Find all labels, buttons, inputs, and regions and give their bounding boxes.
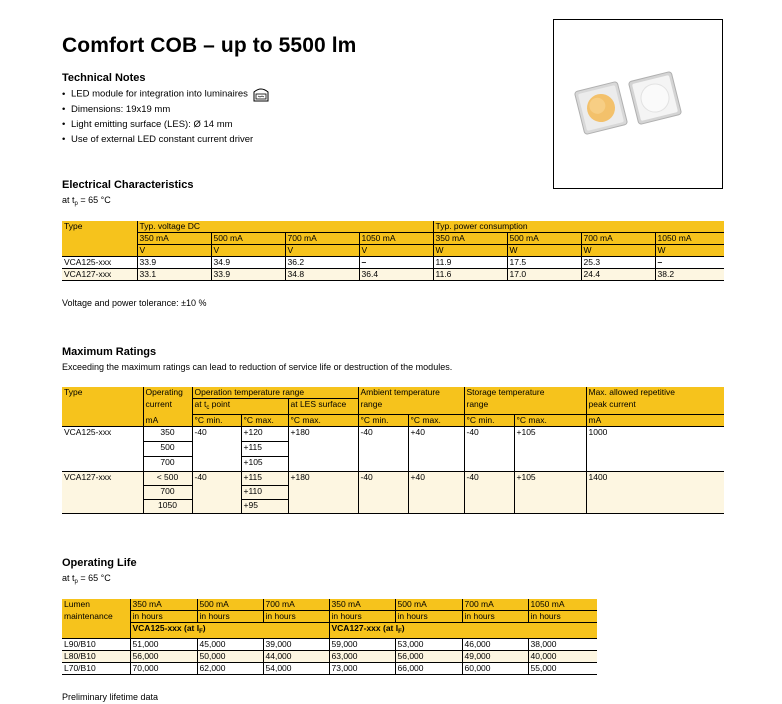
table-row: VCA127-xxx 33.1 33.9 34.8 36.4 11.6 17.0 24.4 38.2 bbox=[62, 269, 724, 281]
max-ratings-table: Type Operating Operation temperature range Ambient temperature Storage temperature Max. allowed repetitive current at $t_c$ point at LES surface range range peak current mA °C min. °C max. °C max. °C min. °C max. °C min. °C max. mA VCA125-xxx 350 -40 +120 +180 -40 +40 -40 +105 1000 500 +115 700 +105 VCA127-xxx < 500 -40 +115 +180 -40 +40 -40 +105 1400 700 +110 1050 +95 bbox=[62, 387, 724, 514]
unit-header: W bbox=[581, 245, 655, 257]
unit-header: W bbox=[507, 245, 581, 257]
electrical-footnote: Voltage and power tolerance: ±10 % bbox=[62, 298, 207, 308]
electrical-table bbox=[62, 221, 724, 281]
technical-notes-list bbox=[62, 86, 271, 147]
type-header: Type bbox=[64, 387, 83, 397]
max-ratings-heading: Maximum Ratings bbox=[62, 346, 157, 358]
table-row: L80/B10 56,000 50,000 44,000 63,000 56,000 49,000 40,000 bbox=[62, 651, 597, 663]
unit-header: V bbox=[359, 245, 433, 257]
current-header: 350 mA bbox=[433, 233, 507, 245]
electrical-heading: Electrical Characteristics bbox=[62, 179, 194, 191]
unit-header: W bbox=[655, 245, 724, 257]
current-header: 350 mA bbox=[137, 233, 211, 245]
table-row: L90/B10 51,000 45,000 39,000 59,000 53,000 46,000 38,000 bbox=[62, 639, 597, 651]
max-ratings-intro: Exceeding the maximum ratings can lead to reduction of service life or destruction of the modules. bbox=[62, 362, 453, 372]
table-row: 500 +115 bbox=[62, 442, 724, 457]
voltage-header: Typ. voltage DC bbox=[137, 221, 433, 233]
current-header: 500 mA bbox=[507, 233, 581, 245]
type-header: Type bbox=[64, 221, 83, 231]
page-title: Comfort COB – up to 5500 lm bbox=[62, 34, 357, 57]
unit-header: V bbox=[137, 245, 211, 257]
operating-life-footnote: Preliminary lifetime data bbox=[62, 692, 159, 702]
current-header: 700 mA bbox=[285, 233, 359, 245]
list-item: • LED module for integration into luminaires bbox=[62, 86, 271, 102]
current-header: 500 mA bbox=[211, 233, 285, 245]
product-photo bbox=[553, 19, 723, 189]
current-header: 1050 mA bbox=[655, 233, 724, 245]
operating-life-table: Lumen 350 mA 500 mA 700 mA 350 mA 500 mA 700 mA 1050 mA maintenance in hours in hours in hours in hours in hours in hours in hours VCA125-xxx (at $I_F$) VCA127-xxx (at $I_F$) L90/B10 51,000 45,000 39,000 59,000 53,000 46,000 38,000 L80/B10 56,000 50,000 44,000 63,000 56,000 49,000 40,000 L70/B10 70,000 62,000 54,000 73,000 66,000 60,000 55,000 bbox=[62, 599, 597, 675]
table-row: VCA125-xxx 350 -40 +120 +180 -40 +40 -40 +105 1000 bbox=[62, 427, 724, 442]
table-row: 700 +110 bbox=[62, 486, 724, 500]
table-row: 700 +105 bbox=[62, 457, 724, 472]
table-row: VCA125-xxx 33.9 34.9 36.2 – 11.9 17.5 25.3 – bbox=[62, 257, 724, 269]
unit-header: W bbox=[433, 245, 507, 257]
unit-header: V bbox=[285, 245, 359, 257]
electrical-condition: at $t_p = 65$ °C bbox=[62, 195, 111, 207]
led-modules-image bbox=[554, 20, 722, 188]
power-header: Typ. power consumption bbox=[433, 221, 724, 233]
luminaire-integration-icon bbox=[251, 86, 271, 102]
technical-notes-heading: Technical Notes bbox=[62, 72, 146, 84]
table-row: VCA127-xxx < 500 -40 +115 +180 -40 +40 -40 +105 1400 bbox=[62, 472, 724, 486]
table-row: L70/B10 70,000 62,000 54,000 73,000 66,000 60,000 55,000 bbox=[62, 663, 597, 675]
table-row: 1050 +95 bbox=[62, 500, 724, 514]
unit-header: V bbox=[211, 245, 285, 257]
current-header: 1050 mA bbox=[359, 233, 433, 245]
list-item: • Dimensions: 19x19 mm bbox=[62, 102, 271, 117]
list-item: • Light emitting surface (LES): Ø 14 mm bbox=[62, 117, 271, 132]
operating-life-heading: Operating Life bbox=[62, 557, 137, 569]
current-header: 700 mA bbox=[581, 233, 655, 245]
operating-life-condition: at $t_p = 65$ °C bbox=[62, 573, 111, 585]
list-item: • Use of external LED constant current driver bbox=[62, 132, 271, 147]
